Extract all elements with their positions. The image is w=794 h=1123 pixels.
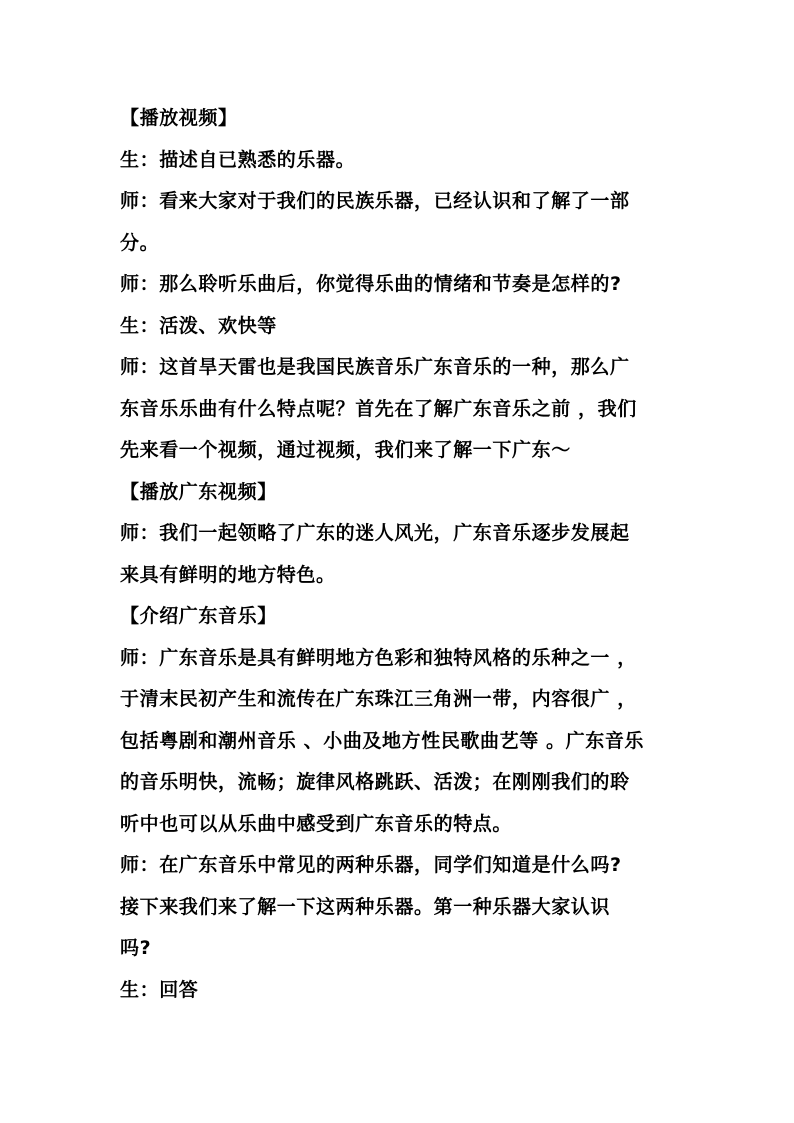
- text-line: 师：那么聆听乐曲后，你觉得乐曲的情绪和节奏是怎样的?: [120, 273, 622, 295]
- text-line: 的音乐明快，流畅；旋律风格跳跃、活泼；在刚刚我们的聆: [120, 771, 630, 793]
- text-line: 分。: [120, 231, 160, 254]
- text-line: 师：广东音乐是具有鲜明地方色彩和独特风格的乐种之一 ，: [120, 646, 637, 669]
- text-line: 生：描述自已熟悉的乐器。: [120, 148, 356, 171]
- text-line: 先来看一个视频，通过视频，我们来了解一下广东～: [120, 439, 571, 461]
- text-line: 于清末民初产生和流传在广东珠江三角洲一带，内容很广 ，: [120, 688, 637, 710]
- text-line: 包括粤剧和潮州音乐 、小曲及地方性民歌曲艺等 。广东音乐: [120, 729, 645, 752]
- text-line: 听中也可以从乐曲中感受到广东音乐的特点。: [120, 812, 513, 835]
- text-line: 师：在广东音乐中常见的两种乐器，同学们知道是什么吗?: [120, 854, 622, 876]
- text-line: 吗?: [120, 937, 152, 959]
- document-body: [120, 98, 680, 1011]
- text-line: 【播放广东视频】: [120, 480, 277, 503]
- text-line: 师：这首旱天雷也是我国民族音乐广东音乐的一种，那么广: [120, 356, 630, 378]
- text-line: 师：我们一起领略了广东的迷人风光，广东音乐逐步发展起: [120, 522, 630, 544]
- text-line: 接下来我们来了解一下这两种乐器。第一种乐器大家认识: [120, 895, 611, 918]
- text-line: 【播放视频】: [120, 107, 238, 129]
- text-line: 来具有鲜明的地方特色。: [120, 563, 336, 586]
- text-line: 生：回答: [120, 978, 199, 1001]
- text-line: 东音乐乐曲有什么特点呢？首先在了解广东音乐之前 ，我们: [120, 397, 637, 420]
- text-line: 生：活泼、欢快等: [120, 314, 277, 337]
- text-line: 【介绍广东音乐】: [120, 605, 277, 627]
- text-line: 师：看来大家对于我们的民族乐器，已经认识和了解了一部: [120, 190, 630, 212]
